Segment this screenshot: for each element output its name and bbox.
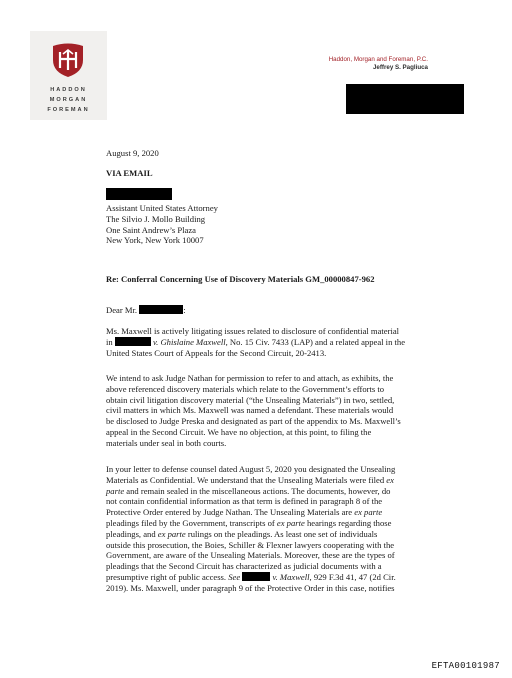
- redaction-salutation: [139, 305, 186, 315]
- p3-line: outside this prosecution, the Boies, Schiller & Flexner lawyers cooperating with the: [106, 539, 395, 550]
- p3-line: Protective Order entered by Judge Nathan. The Unsealing Materials are ex parte: [106, 507, 383, 518]
- p1-line: in v. Ghislaine Maxwell, No. 15 Civ. 7433 (LAP) and a related appeal in the: [106, 336, 406, 347]
- p3-line: 2019). Ms. Maxwell, under paragraph 9 of the Protective Order in this case, notifies: [106, 582, 395, 593]
- p2-line: above referenced discovery materials which relate to the Government’s efforts to: [106, 383, 385, 394]
- p3-line: pleadings filed by the Government, transcripts of ex parte hearings regarding those: [106, 517, 392, 528]
- redaction-recipient-name: [106, 188, 172, 200]
- p1-line: Ms. Maxwell is actively litigating issues related to disclosure of confidential material: [106, 326, 400, 336]
- logo-line-2: MORGAN: [49, 97, 88, 103]
- logo-line-3: FOREMAN: [47, 107, 90, 113]
- firm-header: [329, 56, 428, 72]
- p3-line: not contain confidential information as that term is defined in paragraph 8 of the: [106, 496, 383, 507]
- salutation-colon: :: [183, 305, 186, 315]
- p3-line: Materials as Confidential. We understand that the Unsealing Materials were filed ex: [106, 474, 394, 485]
- p3-line: Government, are aware of the Unsealing Materials. Moreover, these are the types of: [106, 550, 395, 561]
- p2-line: civil matters in which Ms. Maxwell was named a defendant. These materials would: [106, 405, 394, 416]
- recipient-street: One Saint Andrew’s Plaza: [106, 224, 196, 235]
- salutation: [106, 305, 186, 316]
- p3-line: In your letter to defense counsel dated August 5, 2020 you designated the Unsealing: [106, 464, 396, 474]
- p2-line: appeal in the Second Circuit. We have no objection, at this point, to filing the: [106, 426, 372, 437]
- p3-line: parte and remain sealed in the miscellaneous actions. The documents, however, do: [106, 485, 391, 496]
- firm-logo: [30, 31, 107, 120]
- logo-line-1: HADDON: [50, 87, 87, 93]
- redaction-citation-party: [242, 572, 270, 581]
- p1-line: United States Court of Appeals for the Second Circuit, 20-2413.: [106, 347, 327, 358]
- p3-line: presumptive right of public access. See v. Maxwell, 929 F.3d 41, 47 (2d Cir.: [106, 571, 396, 582]
- recipient-building: The Silvio J. Mollo Building: [106, 213, 206, 224]
- recipient-address: [106, 203, 218, 246]
- attorney-name: Jeffrey S. Pagliuca: [372, 64, 428, 71]
- paragraph-3: [106, 464, 396, 594]
- paragraph-2: [106, 373, 401, 449]
- redaction-block: [346, 84, 464, 114]
- firm-name: Haddon, Morgan and Foreman, P.C.: [328, 56, 428, 63]
- bates-number: EFTA00101987: [431, 661, 500, 671]
- p2-line: be disclosed to Judge Preska and designated as part of the appendix to Ms. Maxwell’s: [106, 416, 401, 427]
- letter-date: August 9, 2020: [106, 148, 159, 158]
- subject-line: Re: Conferral Concerning Use of Discovery Materials GM_00000847-962: [106, 274, 375, 284]
- delivery-method: VIA EMAIL: [106, 168, 153, 178]
- redaction-case-party: [115, 337, 151, 346]
- recipient-title: Assistant United States Attorney: [106, 203, 218, 213]
- p2-line: We intend to ask Judge Nathan for permission to refer to and attach, as exhibits, the: [106, 373, 394, 383]
- shield-logo-icon: [51, 42, 85, 78]
- p3-line: pleadings, and ex parte rulings on the pleadings. As least one set of individuals: [106, 528, 378, 539]
- p2-line: materials under seal in both courts.: [106, 437, 227, 448]
- salutation-prefix: Dear Mr.: [106, 305, 138, 315]
- recipient-city: New York, New York 10007: [106, 235, 204, 246]
- p3-line: pleadings that the Second Circuit has characterized as judicial documents with a: [106, 561, 382, 572]
- p2-line: obtain civil litigation discovery material (“the Unsealing Materials”) in two, settled,: [106, 394, 395, 405]
- paragraph-1: [106, 326, 405, 358]
